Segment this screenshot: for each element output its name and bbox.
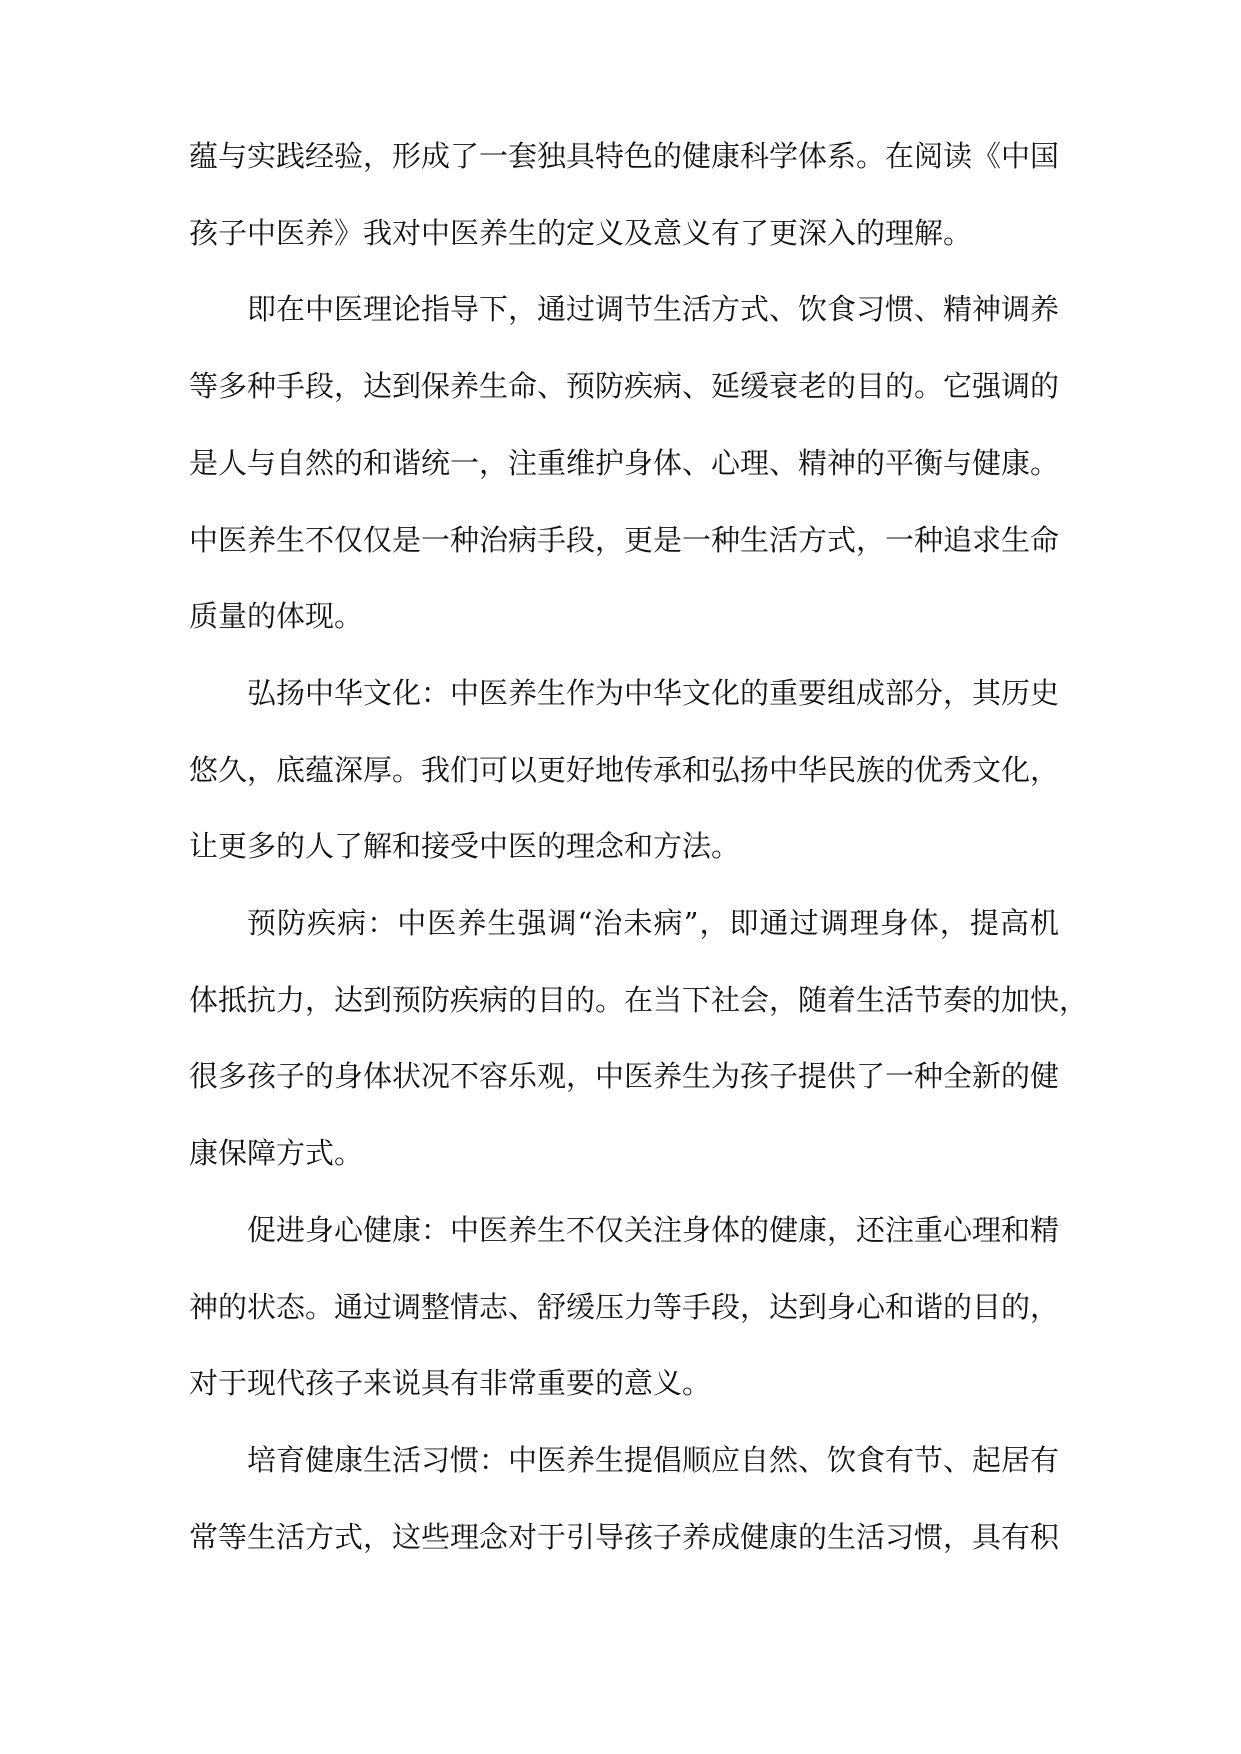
text-line: 孩子中医养》我对中医养生的定义及意义有了更深入的理解。 xyxy=(189,215,973,250)
text-line: 促进身心健康：中医养生不仅关注身体的健康，还注重心理和精 xyxy=(247,1212,1060,1247)
text-line: 预防疾病：中医养生强调“治未病”，即通过调理身体，提高机 xyxy=(247,906,1059,940)
text-line: 即在中医理论指导下，通过调节生活方式、饮食习惯、精神调养 xyxy=(247,292,1060,327)
text-line: 悠久，底蕴深厚。我们可以更好地传承和弘扬中华民族的优秀文化， xyxy=(189,752,1060,787)
text-line: 是人与自然的和谐统一，注重维护身体、心理、精神的平衡与健康。 xyxy=(189,445,1060,480)
text-line: 培育健康生活习惯：中医养生提倡顺应自然、饮食有节、起居有 xyxy=(247,1442,1060,1477)
text-line: 很多孩子的身体状况不容乐观，中医养生为孩子提供了一种全新的健 xyxy=(189,1059,1060,1094)
text-line: 等多种手段，达到保养生命、预防疾病、延缓衰老的目的。它强调的 xyxy=(189,369,1060,404)
text-line: 弘扬中华文化：中医养生作为中华文化的重要组成部分，其历史 xyxy=(247,675,1060,710)
text-line: 中医养生不仅仅是一种治病手段，更是一种生活方式，一种追求生命 xyxy=(189,522,1060,557)
text-line: 让更多的人了解和接受中医的理念和方法。 xyxy=(189,829,741,864)
text-line: 蕴与实践经验，形成了一套独具特色的健康科学体系。在阅读《中国 xyxy=(189,139,1060,173)
text-line: 神的状态。通过调整情志、舒缓压力等手段，达到身心和谐的目的， xyxy=(189,1289,1060,1324)
text-line: 质量的体现。 xyxy=(189,599,364,634)
text-line: 体抵抗力，达到预防疾病的目的。在当下社会，随着生活节奏的加快， xyxy=(189,982,1089,1017)
text-line: 常等生活方式，这些理念对于引导孩子养成健康的生活习惯，具有积 xyxy=(189,1519,1060,1554)
text-line: 康保障方式。 xyxy=(189,1136,364,1171)
text-line: 对于现代孩子来说具有非常重要的意义。 xyxy=(189,1366,712,1401)
